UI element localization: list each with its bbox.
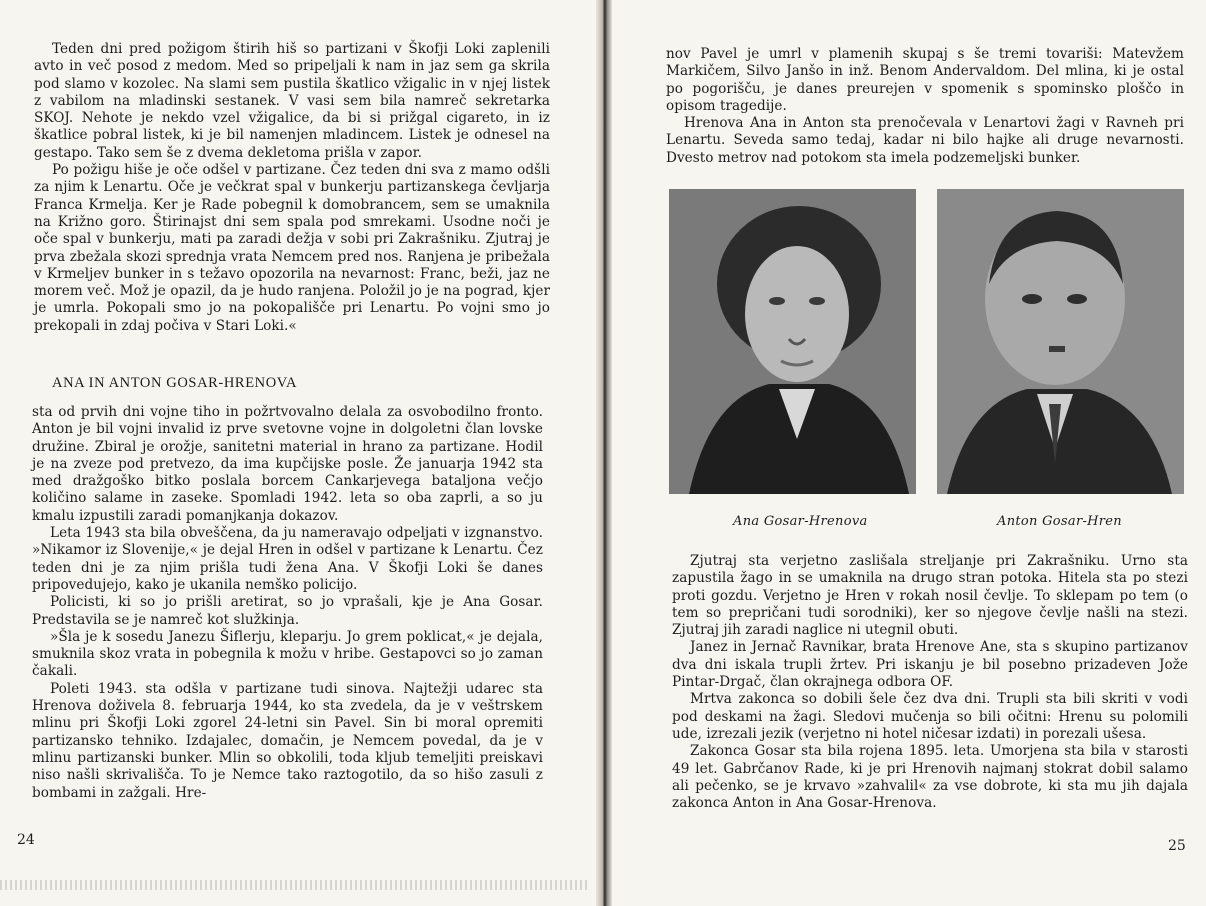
paragraph: nov Pavel je umrl v plamenih skupaj s še tremi tovariši: Matevžem Markičem, Silvo Janšo in inž. Benom Andervaldom. Del mlina, ki je ostal po pogorišču, je danes preurejen v spomenik s spominsko ploščo in opisom tragedije. <box>666 46 1184 114</box>
photo-caption: Ana Gosar-Hrenova <box>733 514 868 529</box>
paragraph: »Šla je k sosedu Janezu Šiflerju, kleparju. Jo grem poklicat,« je dejala, smuknila skoz vrata in pobegnila k možu v hribe. Gestapovci so jo zaman čakali. <box>32 628 543 680</box>
left-main-text <box>32 404 543 802</box>
portrait-woman-icon <box>669 189 916 494</box>
paragraph: Leta 1943 sta bila obveščena, da ju nameravajo odpeljati v izgnanstvo. »Nikamor iz Slovenije,« je dejal Hren in odšel v partizane k Lenartu. Čez teden dni je za njim prišla tudi žena Ana. V Škofji Loki še danes pripovedujejo, kako je ukanila nemško policijo. <box>32 525 543 593</box>
paragraph: Mrtva zakonca so dobili šele čez dva dni. Trupli sta bili skriti v vodi pod deskami na žagi. Sledovi mučenja so bili očitni: Hrenu su polomili ude, izrezali jezik (verjetno ni hotel ničesar izdati) in porezali ušesa. <box>672 691 1188 742</box>
paragraph: Hrenova Ana in Anton sta prenočevala v Lenartovi žagi v Ravneh pri Lenartu. Seveda samo tedaj, kadar ni bilo hajke ali druge nevarnosti. Dvesto metrov nad potokom sta imela podzemeljski bunker. <box>666 115 1184 166</box>
page-number-left: 24 <box>17 832 35 848</box>
paragraph: Zakonca Gosar sta bila rojena 1895. leta. Umorjena sta bila v starosti 49 let. Gabrčanov Rade, ki je pri Hrenovih najmanj stokrat dobil salamo ali pečenko, se je krvavo »zahvalil« za vse dobrote, ki sta mu jih dajala zakonca Anton in Ana Gosar-Hrenova. <box>672 743 1188 812</box>
paragraph: Teden dni pred požigom štirih hiš so partizani v Škofji Loki zaplenili avto in več posod z medom. Med so pripeljali k nam in jaz sem ga skrila pod slamo v kozolec. Na slami sem pustila škatlico vžigalic in v njej listek z vabilom na mladinski sestanek. V vasi sem bila namreč sekretarka SKOJ. Nehote je nekdo vzel vžigalice, da bi si prižgal cigareto, in iz škatlice pobral listek, ki je bil namenjen mladincem. Listek je odnesel na gestapo. Tako sem še z dvema dekletoma prišla v zapor. <box>34 41 550 161</box>
right-bottom-text <box>672 553 1188 812</box>
right-top-text <box>666 46 1184 167</box>
scan-artifact <box>0 880 590 890</box>
page-number-right: 25 <box>1168 838 1186 854</box>
paragraph: Janez in Jernač Ravnikar, brata Hrenove Ane, sta s skupino partizanov dva dni iskala trupli žrtev. Pri iskanju je bil posebno prizadeven Jože Pintar-Drgač, član okrajnega odbora OF. <box>672 639 1188 691</box>
photo-caption: Anton Gosar-Hren <box>997 514 1122 529</box>
section-heading: ANA IN ANTON GOSAR-HRENOVA <box>52 375 298 391</box>
paragraph: Po požigu hiše je oče odšel v partizane. Čez teden dni sva z mamo odšli za njim k Lenartu. Oče je večkrat spal v bunkerju partizanskega čevljarja Franca Krmelja. Ker je Rade pobegnil k domobrancem, sem se umaknila na Križno goro. Štirinajst dni sem spala pod smrekami. Usodne noči je oče spal v bunkerju, mati pa zaradi dežja v sobi pri Zakrašniku. Zjutraj je prva zbežala skozi sprednja vrata Nemcem pred nos. Ranjena je pribežala v Krmeljev bunker in s težavo opozorila na nevarnost: Franc, beži, jaz ne morem več. Mož je opazil, da je hudo ranjena. Položil jo je na pograd, kjer je umrla. Pokopali smo jo na pokopališče pri Lenartu. Po vojni smo jo prekopali in zdaj počiva v Stari Loki.« <box>34 162 550 334</box>
portrait-man-icon <box>937 189 1184 494</box>
photo-anton-gosar <box>937 189 1184 494</box>
left-intro-text <box>34 41 550 335</box>
paragraph: Poleti 1943. sta odšla v partizane tudi sinova. Najtežji udarec sta Hrenova doživela 8. februarja 1944, ko sta zvedela, da je v veštrskem mlinu pri Škofji Loki zgorel 24-letni sin Pavel. Sin bi moral opremiti partizansko tehniko. Izdajalec, domačin, je Nemcem povedal, da je v mlinu partizanski bunker. Mlin so obkolili, toda kljub temeljiti preiskavi niso našli skrivališča. To je Nemce tako raztogotilo, da so hišo zasuli z bombami in zažgali. Hre- <box>32 680 543 801</box>
book-gutter <box>596 0 612 906</box>
photo-ana-gosar <box>669 189 916 494</box>
paragraph: sta od prvih dni vojne tiho in požrtvovalno delala za osvobodilno fronto. Anton je bil vojni invalid iz prve svetovne vojne in dolgoletni član lovske družine. Zbiral je orožje, sanitetni material in hrano za partizane. Hodil je na zveze pod pretvezo, da ima kupčijske posle. Že januarja 1942 sta med dražgoško bitko poslala borcem Cankarjevega bataljona večjo količino salame in zaseke. Spomladi 1942. leta so oba zaprli, a so ju kmalu izpustili zaradi pomanjkanja dokazov. <box>32 404 543 524</box>
paragraph: Policisti, ki so jo prišli aretirat, so jo vprašali, kje je Ana Gosar. Predstavila se je namreč kot služkinja. <box>32 594 543 628</box>
paragraph: Zjutraj sta verjetno zaslišala streljanje pri Zakrašniku. Urno sta zapustila žago in se umaknila na drugo stran potoka. Hitela sta po stezi proti gozdu. Verjetno je Hren v rokah nosil čevlje. To sklepam po tem (o tem so prepričani tudi sorodniki), ker so njegove čevlje našli na stezi. Zjutraj jih zaradi naglice ni utegnil obuti. <box>672 553 1188 639</box>
